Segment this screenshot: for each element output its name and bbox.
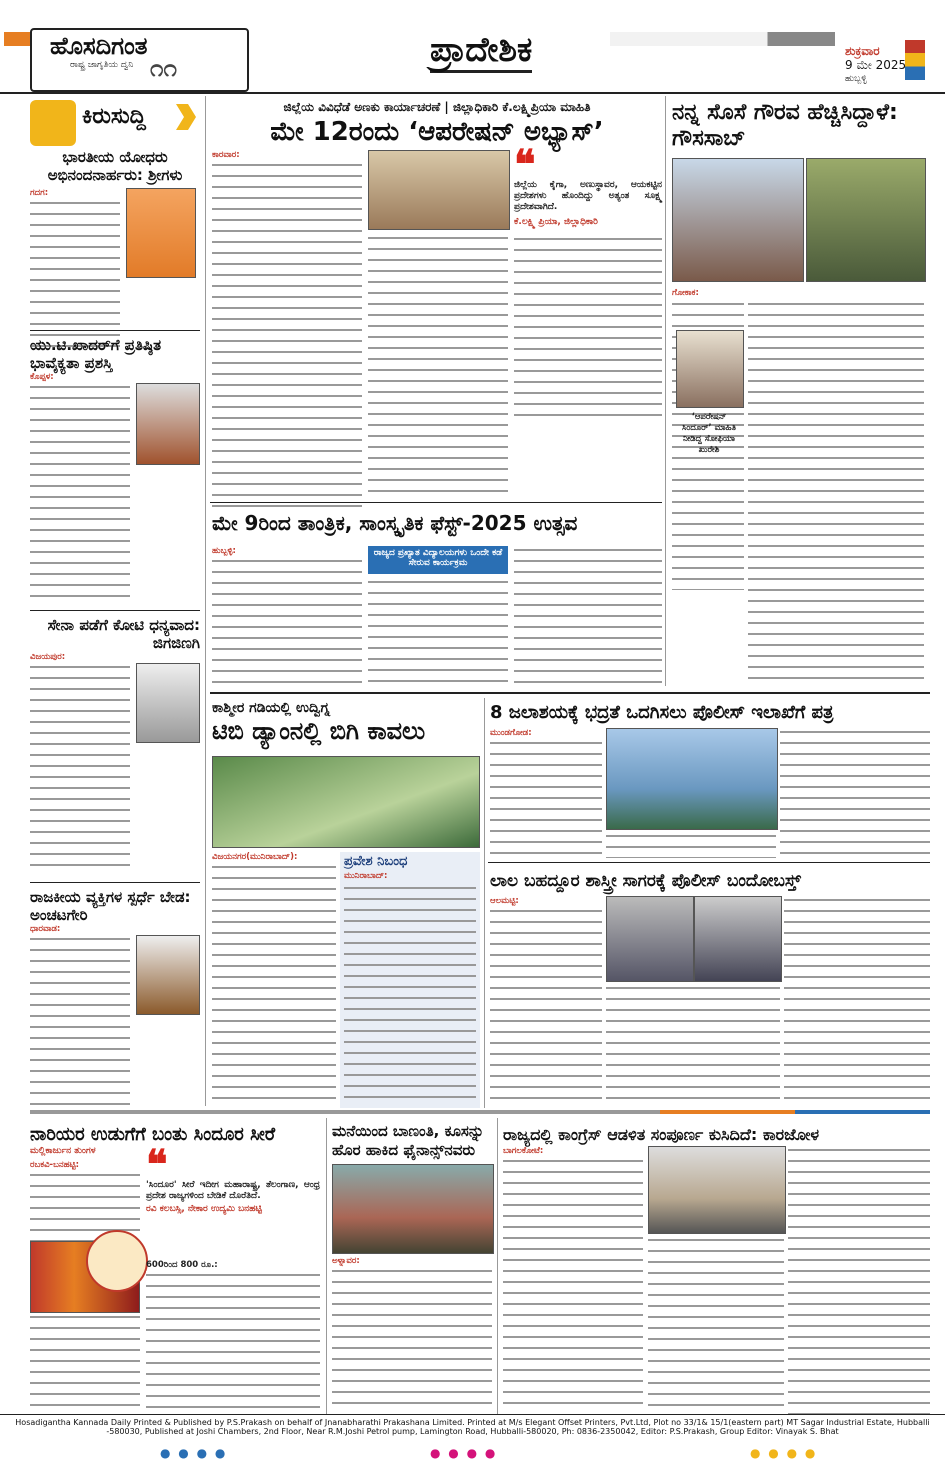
divider xyxy=(488,862,930,863)
lead-kicker: ಜಿಲ್ಲೆಯ ವಿವಿಧೆಡೆ ಅಣಕು ಕಾರ್ಯಾಚರಣೆ | ಜಿಲ್ಲಾಧಿಕಾರಿ ಕೆ.ಲಕ್ಷ್ಮಿಪ್ರಿಯಾ ಮಾಹಿತಿ xyxy=(283,100,591,114)
gousesab-photo xyxy=(676,330,744,408)
festival-body-2 xyxy=(368,578,508,686)
reservoir-body-2 xyxy=(606,832,776,858)
gousesab-body: ಗೋಕಾಕ: xyxy=(672,288,699,298)
reservoir-photo xyxy=(606,728,778,830)
footer-rule xyxy=(0,1414,945,1415)
congress-body-2 xyxy=(648,1236,784,1414)
hosadigantha-seal xyxy=(86,1230,148,1292)
paper-logo: ಹೊಸದಿಗಂತ xyxy=(50,32,148,60)
reservoir-body-3 xyxy=(780,728,930,858)
column-divider xyxy=(326,1118,327,1414)
saree-headline: ನಾರಿಯರ ಉಡುಗೆಗೆ ಬಂತು ಸಿಂದೂರ ಸೀರೆ xyxy=(30,1124,276,1145)
chevron-right-icon xyxy=(176,104,196,130)
finance-headline: ಮನೆಯಿಂದ ಬಾಣಂತಿ, ಕೂಸನ್ನು ಹೊರ ಹಾಕಿದ ಫೈನಾನ್ಸ್‌ನವರು xyxy=(332,1122,484,1159)
column-divider xyxy=(497,1118,498,1414)
kashmir-kicker: ಕಾಶ್ಮೀರ ಗಡಿಯಲ್ಲಿ ಉದ್ವಿಗ್ನ xyxy=(212,700,330,716)
family-photo xyxy=(672,158,804,282)
festival-body-1: ಹುಬ್ಬಳ್ಳಿ: xyxy=(212,546,362,686)
shastri-body-3 xyxy=(784,896,930,1106)
registration-marks: ● ● ● ● xyxy=(160,1446,228,1460)
kirusuddi-title: ಕಿರುಸುದ್ದಿ xyxy=(82,104,146,129)
festival-body-3 xyxy=(514,546,662,686)
saree-author: ಮಲ್ಲಿಕಾರ್ಜುನ ತುಂಗಳ xyxy=(30,1146,96,1156)
shastri-body-1: ಆಲಮಟ್ಟಿ: xyxy=(490,896,602,1106)
reservoir-headline: 8 ಜಲಾಶಯಕ್ಕೆ ಭದ್ರತೆ ಒದಗಿಸಲು ಪೊಲೀಸ್ ಇಲಾಖೆಗೆ ಪತ್ರ xyxy=(490,702,834,723)
divider xyxy=(210,502,662,503)
congress-headline: ರಾಜ್ಯದಲ್ಲಿ ಕಾಂಗ್ರೆಸ್ ಆಡಳಿತ ಸಂಪೂರ್ಣ ಕುಸಿದಿದೆ: ಕಾರಜೋಳ xyxy=(503,1125,820,1144)
brief-2: ಯು.ಟಿ.ಖಾದರ್‌ಗೆ ಪ್ರತಿಷ್ಠಿತ ಭಾವೈಕ್ಯತಾ ಪ್ರಶಸ್ತಿ ಕೊಪ್ಪಳ: xyxy=(30,336,200,603)
column-divider xyxy=(665,96,666,686)
masthead xyxy=(0,0,945,94)
sofia-qureshi-photo xyxy=(806,158,926,282)
dam-gate-photo xyxy=(212,756,480,848)
anchatageri-photo xyxy=(136,935,200,1015)
seer-photo xyxy=(126,188,196,278)
color-strip xyxy=(905,40,925,80)
issue-city: ಹುಬ್ಬಳ್ಳಿ xyxy=(845,74,867,84)
shastri-headline: ಲಾಲ ಬಹದ್ದೂರ ಶಾಸ್ತ್ರೀ ಸಾಗರಕ್ಕೆ ಪೊಲೀಸ್ ಬಂದೋಬಸ್ತ್ xyxy=(490,871,801,891)
congress-body-3 xyxy=(788,1146,930,1414)
karajol-press-photo xyxy=(648,1146,786,1234)
gousesab-caption: ‘ಆಪರೇಷನ್ ಸಿಂದೂರ್’ ಮಾಹಿತಿ ನೀಡಿದ್ದ ಸೋಫಿಯಾ ಖುರೇಶಿ xyxy=(681,412,737,455)
finger-icon xyxy=(30,100,76,146)
divider xyxy=(30,882,200,883)
divider xyxy=(30,610,200,611)
lead-headline: ಮೇ 12ರಂದು ‘ಆಪರೇಷನ್ ಅಭ್ಯಾಸ್’ xyxy=(270,117,604,147)
registration-marks: ● ● ● ● xyxy=(430,1446,498,1460)
kashmir-body: ವಿಜಯನಗರ(ಮುನಿರಾಬಾದ್): xyxy=(212,852,336,1108)
kashmir-headline: ಟಿಬಿ ಡ್ಯಾಂನಲ್ಲಿ ಬಿಗಿ ಕಾವಲು xyxy=(212,717,426,745)
section-rule xyxy=(610,32,835,46)
saree-quote: ❝ 'ಸಿಂದೂರ' ಸೀರೆ ಇದೀಗ ಮಹಾರಾಷ್ಟ್ರ, ತೆಲಂಗಾಣ, ಆಂಧ್ರ ಪ್ರದೇಶ ರಾಜ್ಯಗಳಿಂದ ಬೇಡಿಕೆ ದೊರೆತಿದೆ. ರವಿ ಕಲಬಸ್ಸಿ, ನೇಕಾರ ಉದ್ಯಮಿ ಬನಹಟ್ಟಿ xyxy=(146,1141,320,1214)
finance-body: ಅಳ್ನಾವರ: xyxy=(332,1256,492,1414)
lead-body: ಕಾರವಾರ: xyxy=(212,150,362,511)
brief-4: ರಾಜಕೀಯ ವ್ಯಕ್ತಿಗಳ ಸ್ಪರ್ಧೆ ಬೇಡ: ಅಂಚಟಗೇರಿ ಧಾರವಾಡ: xyxy=(30,888,200,1105)
page-number: ೧೧ xyxy=(150,54,177,82)
column-divider xyxy=(205,96,206,1106)
lead-quote: ❝ ಜಿಲ್ಲೆಯ ಕೈಗಾ, ಅಣುಸ್ಥಾವರ, ಆಯಕಟ್ಟಿನ ಪ್ರದೇಶಗಳು ಹೊಂದಿದ್ದು ಅತ್ಯಂತ ಸೂಕ್ಷ್ಮ ಪ್ರದೇಶವಾಗಿದೆ. ಕೆ.ಲಕ್ಷ್ಮಿ ಪ್ರಿಯಾ, ಜಿಲ್ಲಾಧಿಕಾರಿ xyxy=(514,150,662,425)
paper-tagline: ರಾಷ್ಟ್ರ ಜಾಗೃತಿಯ ದ್ವನಿ xyxy=(70,60,134,70)
police-photo xyxy=(694,896,782,982)
section-title: ಪ್ರಾದೇಶಿಕ xyxy=(430,30,532,73)
divider xyxy=(210,692,930,694)
khader-photo xyxy=(136,383,200,465)
imprint-line: Hosadigantha Kannada Daily Printed & Published by P.S.Prakash on behalf of Jnanabharathi Prakashana Limited. Printed at M/s Elegant Offset Printers, Pvt.Ltd, Plot no 33/1& 15/1(eastern part) MT Sagar Industrial Estate, Hubballi -580030, Published at Joshi Chambers, 2nd Floor, Near R.M.Joshi Petrol pump, Lamington Road, Hubballi-580020, Ph: 0836-2350042, Editor: P.S.Prakash, Group Editor: Vinayak S. Bhat xyxy=(15,1418,930,1436)
divider xyxy=(30,330,200,331)
brief-1: ಭಾರತೀಯ ಯೋಧರು ಅಭಿನಂದನಾರ್ಹರು: ಶ್ರೀಗಳು ಗದಗ: xyxy=(30,148,200,349)
quote-icon: ❝ xyxy=(514,141,536,188)
jigajinagi-photo xyxy=(136,663,200,743)
issue-date: 9 ಮೇ 2025 xyxy=(845,58,907,72)
saree-body-1: ರಬಕವಿ-ಬನಹಟ್ಟಿ: xyxy=(30,1160,140,1415)
festival-highlight: ರಾಜ್ಯದ ಪ್ರಖ್ಯಾತ ವಿದ್ಯಾಲಯಗಳು ಒಂದೇ ಕಡೆ ಸೇರುವ ಕಾರ್ಯಕ್ರಮ xyxy=(368,546,508,574)
orange-bar xyxy=(4,32,30,46)
quote-icon: ❝ xyxy=(146,1141,168,1188)
registration-marks: ● ● ● ● xyxy=(750,1446,818,1460)
section-band xyxy=(30,1110,930,1114)
meeting-photo xyxy=(368,150,510,230)
saree-body-2: 600ರಿಂದ 800 ರೂ.: xyxy=(146,1260,320,1415)
dam-gate-photo-2 xyxy=(606,896,694,982)
column-divider xyxy=(484,698,485,1108)
reservoir-body-1: ಮುಂಡಗೋಡ: xyxy=(490,728,602,858)
festival-headline: ಮೇ 9ರಿಂದ ತಾಂತ್ರಿಕ, ಸಾಂಸ್ಕೃತಿಕ ಫೆಸ್ಟ್-2025 ಉತ್ಸವ xyxy=(212,511,578,535)
shastri-body-2 xyxy=(606,984,780,1106)
gousesab-col-2 xyxy=(748,300,924,685)
family-eviction-photo xyxy=(332,1164,494,1254)
brief-3: ಸೇನಾ ಪಡೆಗೆ ಕೋಟಿ ಧನ್ಯವಾದ: ಜಿಗಜಿಣಗಿ ವಿಜಯಪುರ: xyxy=(30,616,200,873)
entry-restriction-box: ಪ್ರವೇಶ ನಿಬಂಧ ಮುನಿರಾಬಾದ್: xyxy=(340,852,480,1108)
congress-body-1: ಬಾಗಲಕೋಟೆ: xyxy=(503,1146,643,1414)
lead-body-2 xyxy=(368,234,508,500)
gousesab-headline: ನನ್ನ ಸೊಸೆ ಗೌರವ ಹೆಚ್ಚಿಸಿದ್ದಾಳೆ: ಗೌಸಸಾಬ್ xyxy=(672,100,898,151)
issue-day: ಶುಕ್ರವಾರ xyxy=(845,44,880,58)
